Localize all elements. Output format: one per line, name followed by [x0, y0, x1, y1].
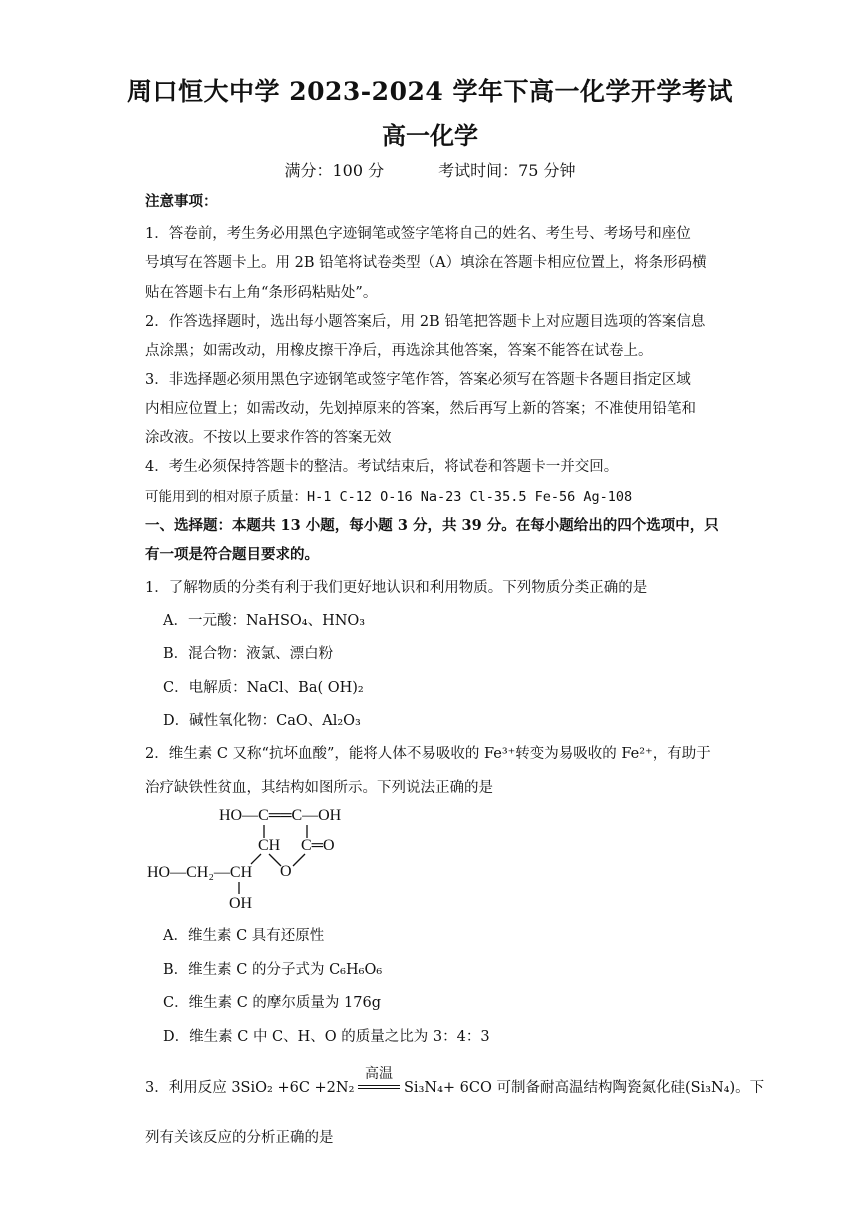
notice-heading: 注意事项： — [145, 193, 218, 210]
section-heading: 一、选择题：本题共 13 小题，每小题 3 分，共 39 分。在每小题给出的四个选项中，只 — [145, 517, 719, 534]
q3-products: Si₃N₄+ 6CO 可制备耐高温结构陶瓷氮化硅(Si₃N₄)。下 — [404, 1080, 765, 1096]
notice-line: 1．答卷前，考生务必用黑色字迹铜笔或签字笔将自己的姓名、考生号、考场号和座位 — [145, 226, 691, 242]
notice-line: 点涂黑；如需改动，用橡皮擦干净后，再选涂其他答案，答案不能答在试卷上。 — [145, 343, 653, 359]
q2-option-c: C．维生素 C 的摩尔质量为 176g — [163, 995, 381, 1011]
structure-ring-o: O — [280, 863, 292, 880]
notice-line: 2．作答选择题时，选出每小题答案后，用 2B 铅笔把答题卡上对应题目选项的答案信息 — [145, 314, 706, 330]
structure-ch: CH — [258, 837, 281, 854]
section-heading-cont: 有一项是符合题目要求的。 — [145, 546, 319, 563]
q1-stem: 1．了解物质的分类有利于我们更好地认识和利用物质。下列物质分类正确的是 — [145, 580, 648, 596]
q1-option-b: B．混合物：液氯、漂白粉 — [163, 646, 334, 662]
q2-option-d: D．维生素 C 中 C、H、O 的质量之比为 3：4：3 — [163, 1029, 490, 1045]
structure-side-chain: HO—CH₂—CH — [147, 864, 253, 881]
exam-title: 周口恒大中学 2023-2024 学年下高一化学开学考试 — [127, 77, 733, 106]
q1-option-c: C．电解质：NaCl、Ba( OH)₂ — [163, 680, 364, 696]
notice-line: 内相应位置上；如需改动，先划掉原来的答案，然后再写上新的答案；不准使用铅笔和 — [145, 401, 696, 417]
reaction-condition — [358, 1063, 400, 1089]
structure-oh: OH — [229, 895, 253, 912]
notice-line: 贴在答题卡右上角“条形码粘贴处”。 — [145, 285, 378, 301]
exam-subtitle: 高一化学 — [382, 121, 478, 150]
bond — [251, 854, 261, 864]
q2-option-b: B．维生素 C 的分子式为 C₆H₆O₆ — [163, 962, 383, 978]
q1-option-d: D．碱性氧化物：CaO、Al₂O₃ — [163, 713, 361, 729]
q2-option-a: A．维生素 C 具有还原性 — [163, 928, 325, 944]
q3-stem-cont: 列有关该反应的分析正确的是 — [145, 1130, 334, 1146]
condition-label: 高温 — [365, 1066, 393, 1082]
equals-sign — [358, 1085, 400, 1089]
q2-stem-cont: 治疗缺铁性贫血，其结构如图所示。下列说法正确的是 — [145, 780, 493, 796]
exam-meta — [0, 158, 860, 181]
vitamin-c-structure — [147, 800, 367, 915]
atomic-masses: 可能用到的相对原子质量：H-1 C-12 O-16 Na-23 Cl-35.5 Fe-56 Ag-108 — [145, 489, 633, 505]
notice-line: 号填写在答题卡上。用 2B 铅笔将试卷类型（A）填涂在答题卡相应位置上，将条形码横 — [145, 255, 707, 271]
exam-time: 考试时间：75 分钟 — [438, 161, 576, 180]
notice-line: 3．非选择题必须用黑色字迹钢笔或签字笔作答，答案必须写在答题卡各题目指定区域 — [145, 372, 691, 388]
notice-line: 涂改液。不按以上要求作答的答案无效 — [145, 430, 392, 446]
structure-co: C═O — [301, 837, 335, 854]
q1-option-a: A．一元酸：NaHSO₄、HNO₃ — [163, 613, 366, 629]
q2-stem: 2．维生素 C 又称“抗坏血酸”，能将人体不易吸收的 Fe³⁺转变为易吸收的 Fe²⁺，有助于 — [145, 746, 711, 762]
bond — [293, 854, 305, 866]
notice-line: 4．考生必须保持答题卡的整洁。考试结束后，将试卷和答题卡一并交回。 — [145, 459, 619, 475]
full-score: 满分：100 分 — [284, 161, 385, 180]
structure-top-row: HO—C══C—OH — [219, 807, 342, 824]
q3-reactants: 3．利用反应 3SiO₂ +6C +2N₂ — [145, 1080, 355, 1096]
